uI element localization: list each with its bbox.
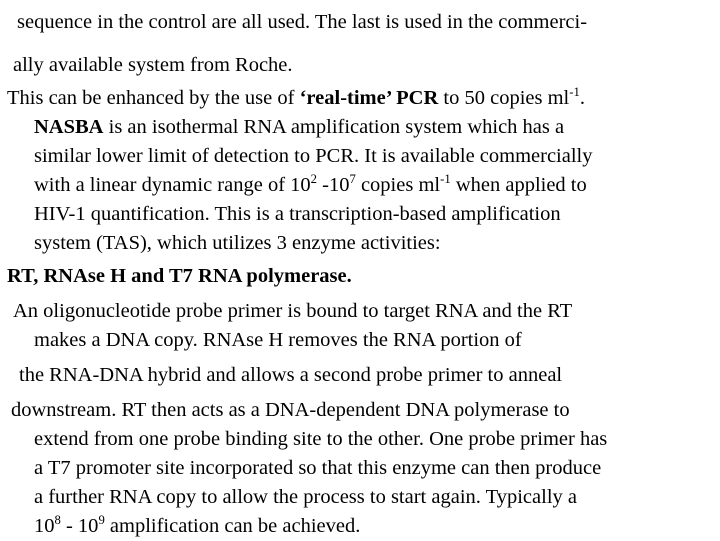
text-run: 10 [34, 515, 55, 537]
text-line: similar lower limit of detection to PCR. It is available commercially [34, 145, 593, 167]
superscript: 9 [98, 513, 105, 528]
text-line [7, 84, 585, 113]
superscript: -1 [569, 85, 580, 100]
text-run: to 50 copies ml [438, 87, 570, 109]
text-line [34, 171, 587, 200]
bold-text: RT, RNAse H and T7 RNA polymerase. [7, 265, 352, 287]
text-line [34, 113, 564, 142]
text-run: copies ml [355, 174, 441, 196]
text-line: makes a DNA copy. RNAse H removes the RNA portion of [34, 329, 522, 351]
text-run: - 10 [60, 515, 99, 537]
text-line: downstream. RT then acts as a DNA-dependent DNA polymerase to [11, 399, 570, 421]
text-run: is an isothermal RNA amplification system which has a [103, 116, 565, 138]
text-line: system (TAS), which utilizes 3 enzyme activities: [34, 232, 441, 254]
text-run: when applied to [450, 174, 587, 196]
superscript: 7 [349, 172, 356, 187]
superscript: 8 [54, 513, 61, 528]
text-run: This can be enhanced by the use of [7, 87, 300, 109]
text-line [34, 512, 360, 541]
text-run: with a linear dynamic range of 10 [34, 174, 311, 196]
text-line: the RNA-DNA hybrid and allows a second probe primer to anneal [19, 364, 563, 386]
superscript: -1 [440, 172, 451, 187]
bold-heading-enzymes [7, 262, 352, 291]
text-line: a T7 promoter site incorporated so that this enzyme can then produce [34, 457, 602, 479]
text-run: . [579, 87, 585, 109]
text-run: -10 [317, 174, 350, 196]
text-line: extend from one probe binding site to the other. One probe primer has [34, 428, 608, 450]
bold-term-nasba: NASBA [34, 116, 104, 138]
text-line: ally available system from Roche. [13, 54, 293, 76]
text-line: a further RNA copy to allow the process to start again. Typically a [34, 486, 577, 508]
text-run: amplification can be achieved. [104, 515, 361, 537]
text-line: An oligonucleotide probe primer is bound to target RNA and the RT [13, 300, 573, 322]
superscript: 2 [310, 172, 318, 187]
text-line: HIV-1 quantification. This is a transcription-based amplification [34, 203, 561, 225]
text-line: sequence in the control are all used. The last is used in the commerci- [17, 11, 588, 33]
bold-term-real-time-pcr: ‘real-time’ PCR [299, 87, 439, 109]
